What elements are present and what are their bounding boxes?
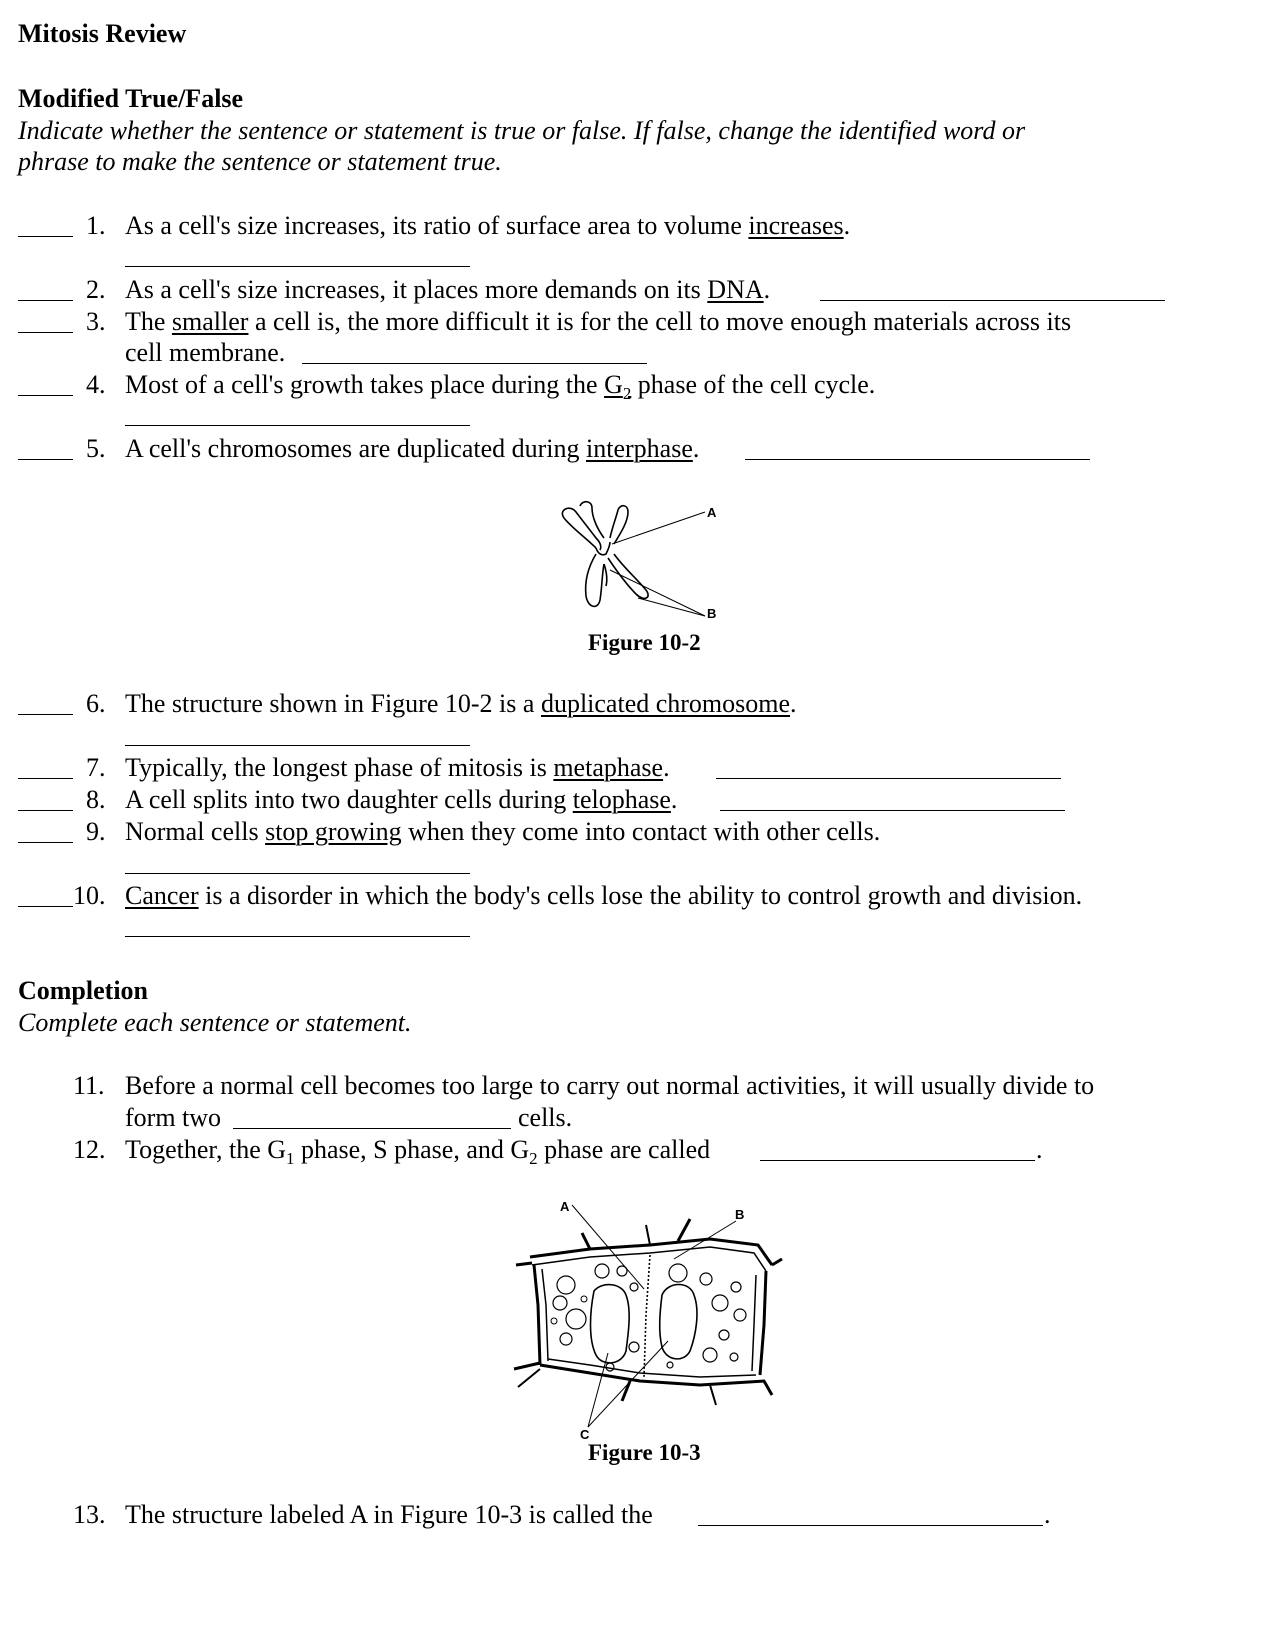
question-text-q11-line2: form two bbox=[125, 1103, 222, 1132]
answer-blank-q7[interactable] bbox=[18, 778, 73, 779]
cell-wall bbox=[752, 1275, 756, 1371]
chromatid-arm bbox=[562, 508, 600, 550]
answer-blank-q4[interactable] bbox=[18, 395, 73, 396]
question-number: 4. bbox=[86, 370, 106, 399]
question-text-q7: Typically, the longest phase of mitosis is metaphase. bbox=[125, 753, 670, 782]
question-number: 2. bbox=[86, 275, 106, 304]
leader-line-a bbox=[612, 512, 705, 544]
question-text-q11: Before a normal cell becomes too large to carry out normal activities, it will usually divide to bbox=[125, 1071, 1095, 1100]
question-number: 10. bbox=[73, 881, 106, 910]
cell-wall bbox=[542, 1269, 548, 1361]
correction-blank-q8[interactable] bbox=[720, 810, 1065, 811]
section-heading-true-false: Modified True/False bbox=[18, 84, 244, 113]
cell-wall bbox=[548, 1359, 756, 1377]
correction-blank-q10[interactable] bbox=[125, 936, 470, 937]
chromatid-arm bbox=[604, 564, 607, 586]
chromatid-arm bbox=[610, 506, 628, 544]
correction-blank-q1[interactable] bbox=[125, 266, 470, 267]
question-number: 12. bbox=[73, 1135, 106, 1164]
question-text-q12: Together, the $G_1$ phase, S phase, and $G_2$ phase are called bbox=[125, 1135, 711, 1168]
section-instructions: Complete each sentence or statement. bbox=[18, 1008, 412, 1037]
cell-wall bbox=[534, 1265, 540, 1365]
figure-label-b: B bbox=[707, 606, 717, 618]
question-text-q11-end: cells. bbox=[518, 1103, 573, 1132]
correction-blank-q4[interactable] bbox=[125, 425, 470, 426]
question-text-q1: As a cell's size increases, its ratio of surface area to volume increases. bbox=[125, 211, 851, 240]
figure-label-a: A bbox=[707, 505, 717, 520]
correction-blank-q2[interactable] bbox=[820, 300, 1165, 301]
figure-caption: Figure 10-3 bbox=[588, 1440, 701, 1465]
answer-blank-q1[interactable] bbox=[18, 236, 73, 237]
nucleus bbox=[591, 1285, 630, 1363]
figure-label-b: B bbox=[735, 1207, 745, 1222]
question-text-q9: Normal cells stop growing when they come into contact with other cells. bbox=[125, 817, 881, 846]
section-instructions-line2: phrase to make the sentence or statement true. bbox=[18, 147, 502, 176]
fill-blank-q12[interactable] bbox=[760, 1160, 1035, 1161]
answer-blank-q8[interactable] bbox=[18, 810, 73, 811]
question-text-q3-line2: cell membrane. bbox=[125, 338, 286, 367]
question-text-q8: A cell splits into two daughter cells during telophase. bbox=[125, 785, 678, 814]
correction-blank-q7[interactable] bbox=[716, 778, 1061, 779]
cell-plate bbox=[644, 1255, 650, 1377]
answer-blank-q10[interactable] bbox=[18, 906, 73, 907]
chromatid-arm bbox=[586, 554, 604, 606]
correction-blank-q9[interactable] bbox=[125, 873, 470, 874]
question-number: 11. bbox=[73, 1071, 105, 1100]
correction-blank-q6[interactable] bbox=[125, 745, 470, 746]
correction-blank-q5[interactable] bbox=[745, 459, 1090, 460]
question-end-punct: . bbox=[1036, 1135, 1043, 1164]
answer-blank-q2[interactable] bbox=[18, 300, 73, 301]
figure-label-a: A bbox=[560, 1199, 570, 1214]
chromosome-figure bbox=[550, 498, 730, 618]
question-text-q10: Cancer is a disorder in which the body's cells lose the ability to control growth and division. bbox=[125, 881, 1083, 910]
fill-blank-q13[interactable] bbox=[698, 1525, 1043, 1526]
cell-wall bbox=[760, 1271, 766, 1375]
answer-blank-q6[interactable] bbox=[18, 714, 73, 715]
figure-caption: Figure 10-2 bbox=[588, 630, 701, 655]
answer-blank-q3[interactable] bbox=[18, 332, 73, 333]
question-number: 1. bbox=[86, 211, 106, 240]
question-number: 7. bbox=[86, 753, 106, 782]
question-text-q2: As a cell's size increases, it places more demands on its DNA. bbox=[125, 275, 771, 304]
chromatid-arm bbox=[608, 554, 648, 598]
cell-wall bbox=[530, 1239, 772, 1265]
nucleus bbox=[660, 1285, 697, 1359]
question-text-q6: The structure shown in Figure 10-2 is a duplicated chromosome. bbox=[125, 689, 797, 718]
question-number: 9. bbox=[86, 817, 106, 846]
question-text-q4: Most of a cell's growth takes place during the $G_2$ phase of the cell cycle. bbox=[125, 370, 876, 403]
fill-blank-q11[interactable] bbox=[233, 1128, 511, 1129]
figure-label-c: C bbox=[580, 1427, 590, 1440]
section-instructions-line1: Indicate whether the sentence or statement is true or false. If false, change the identified word or bbox=[18, 116, 1026, 145]
plant-cell-figure bbox=[510, 1195, 785, 1440]
answer-blank-q5[interactable] bbox=[18, 459, 73, 460]
question-number: 6. bbox=[86, 689, 106, 718]
question-number: 8. bbox=[86, 785, 106, 814]
question-number: 3. bbox=[86, 307, 106, 336]
answer-blank-q9[interactable] bbox=[18, 842, 73, 843]
question-number: 13. bbox=[73, 1500, 106, 1529]
question-text-q5: A cell's chromosomes are duplicated during interphase. bbox=[125, 434, 700, 463]
section-heading-completion: Completion bbox=[18, 976, 148, 1005]
centromere bbox=[596, 542, 610, 555]
leader-line-b bbox=[610, 570, 705, 616]
leader-line-b bbox=[638, 598, 705, 616]
question-number: 5. bbox=[86, 434, 106, 463]
correction-blank-q3[interactable] bbox=[302, 363, 647, 364]
cell-wall bbox=[540, 1365, 765, 1385]
question-text-q3: The smaller a cell is, the more difficult it is for the cell to move enough materials across its bbox=[125, 307, 1072, 336]
question-end-punct: . bbox=[1044, 1500, 1051, 1529]
question-text-q13: The structure labeled A in Figure 10-3 is called the bbox=[125, 1500, 653, 1529]
page-title: Mitosis Review bbox=[18, 19, 187, 48]
